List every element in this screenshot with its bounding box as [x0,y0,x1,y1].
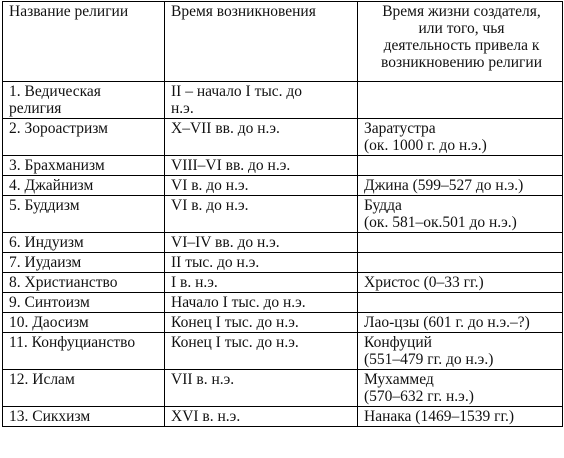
origin-time-cell [165,407,358,427]
cell-line: или того, чья [418,20,505,37]
origin-time-cell [165,370,358,407]
founder-cell [358,233,563,253]
religion-cell [3,333,165,370]
document-page [2,1,562,457]
cell-line: Начало I тыс. до н.э. [171,294,306,311]
religion-cell [3,196,165,233]
header-cell-founder-lifetime [358,2,563,82]
cell-line: Джина (599–527 до н.э.) [364,177,524,194]
cell-line: VIII–VI вв. до н.э. [171,157,291,174]
cell-line: II – начало I тыс. до [171,83,303,100]
table-row [3,233,563,253]
origin-time-cell [165,82,358,119]
table-row [3,176,563,196]
cell-line: VI–IV вв. до н.э. [171,234,280,251]
origin-time-cell [165,196,358,233]
religion-cell [3,176,165,196]
cell-line: Конфуций [364,334,432,351]
cell-line: Нанака (1469–1539 гг.) [364,408,515,425]
table-row [3,407,563,427]
cell-line: Время возникновения [171,3,316,20]
table-row [3,370,563,407]
religion-cell [3,156,165,176]
cell-line: 8. Христианство [9,274,118,291]
cell-line: Конец I тыс. до н.э. [171,334,299,351]
cell-line: (551–479 гг. до н.э.) [364,351,494,368]
origin-time-cell [165,233,358,253]
cell-line: 4. Джайнизм [9,177,94,194]
origin-time-cell [165,176,358,196]
religion-cell [3,233,165,253]
cell-line: X–VII вв. до н.э. [171,120,280,137]
founder-cell [358,253,563,273]
origin-time-cell [165,273,358,293]
cell-line: Мухаммед [364,371,434,388]
religion-cell [3,293,165,313]
table-row [3,253,563,273]
cell-line: деятельность привела к [383,37,540,54]
table-row [3,119,563,156]
cell-line: 11. Конфуцианство [9,334,136,351]
founder-cell [358,156,563,176]
table-row [3,82,563,119]
cell-line: (ок. 581–ок.501 до н.э.) [364,214,517,231]
table-row [3,196,563,233]
cell-line: VI в. до н.э. [171,197,249,214]
religion-cell [3,253,165,273]
origin-time-cell [165,293,358,313]
table-header-row [3,2,563,82]
founder-cell [358,293,563,313]
religion-cell [3,119,165,156]
religion-cell [3,407,165,427]
founder-cell [358,370,563,407]
cell-line: 7. Иудаизм [9,254,82,271]
cell-line: Христос (0–33 гг.) [364,274,484,291]
cell-line: 10. Даосизм [9,314,89,331]
header-cell-religion [3,2,165,82]
religions-table [2,1,563,427]
cell-line: 6. Индуизм [9,234,84,251]
cell-line: 9. Синтоизм [9,294,90,311]
cell-line: 1. Ведическая [9,83,101,100]
founder-cell [358,333,563,370]
cell-line: Время жизни создателя, [382,3,541,20]
table-row [3,156,563,176]
origin-time-cell [165,313,358,333]
origin-time-cell [165,253,358,273]
cell-line: I в. н.э. [171,274,218,291]
origin-time-cell [165,333,358,370]
cell-line: возникновению религии [380,54,542,71]
cell-line: Конец I тыс. до н.э. [171,314,299,331]
founder-cell [358,196,563,233]
cell-line: XVI в. н.э. [171,408,241,425]
cell-line: 2. Зороастризм [9,120,108,137]
cell-line: н.э. [171,100,194,117]
religion-cell [3,370,165,407]
cell-line: II тыс. до н.э. [171,254,260,271]
header-cell-origin-time [165,2,358,82]
cell-line: Лао-цзы (601 г. до н.э.–?) [364,314,530,331]
cell-line: Название религии [9,3,129,20]
cell-line: VI в. до н.э. [171,177,249,194]
founder-cell [358,176,563,196]
cell-line: религия [9,100,62,117]
table-row [3,313,563,333]
founder-cell [358,119,563,156]
table-row [3,273,563,293]
religion-cell [3,273,165,293]
cell-line: Будда [364,197,402,214]
origin-time-cell [165,156,358,176]
founder-cell [358,313,563,333]
cell-line: 12. Ислам [9,371,75,388]
religion-cell [3,82,165,119]
cell-line: 3. Брахманизм [9,157,105,174]
religion-cell [3,313,165,333]
founder-cell [358,273,563,293]
cell-line: (ок. 1000 г. до н.э.) [364,137,487,154]
cell-line: VII в. н.э. [171,371,235,388]
origin-time-cell [165,119,358,156]
cell-line: (570–632 гг. н.э.) [364,388,474,405]
cell-line: 5. Буддизм [9,197,80,214]
table-row [3,293,563,313]
cell-line: Заратустра [364,120,436,137]
table-row [3,333,563,370]
founder-cell [358,407,563,427]
founder-cell [358,82,563,119]
cell-line: 13. Сикхизм [9,408,91,425]
